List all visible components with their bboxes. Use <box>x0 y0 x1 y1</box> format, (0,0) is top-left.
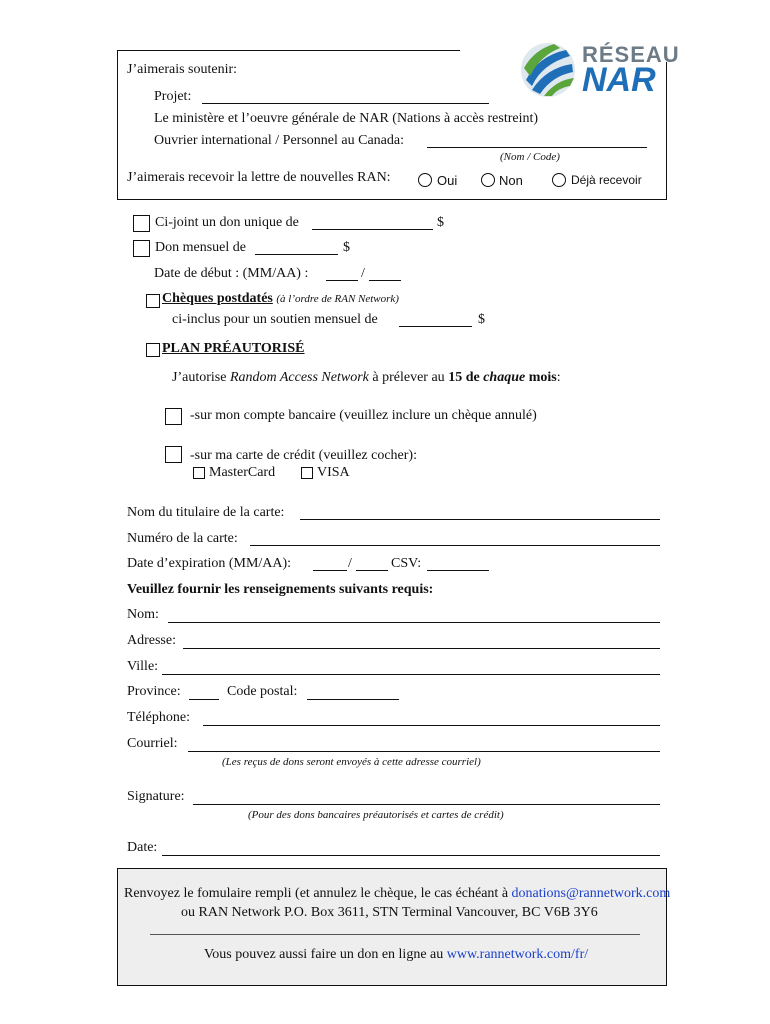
card-option-label: -sur ma carte de crédit (veuillez cocher): <box>190 448 417 463</box>
plan-checkbox[interactable] <box>146 343 160 357</box>
authorize-mid: à prélever au <box>368 370 449 385</box>
authorize-bold-italic: chaque <box>483 370 526 385</box>
start-month-input[interactable] <box>326 280 358 281</box>
logo-top-text: RÉSEAU <box>582 42 680 67</box>
required-title: Veuillez fournir les renseignements suivants requis: <box>127 582 434 597</box>
postdated-title <box>162 291 399 307</box>
start-year-input[interactable] <box>369 280 401 281</box>
single-gift-label: Ci-joint un don unique de <box>155 215 299 230</box>
postdated-note: (à l’ordre de RAN Network) <box>276 293 399 305</box>
support-label: J’aimerais soutenir: <box>127 62 238 77</box>
start-date-sep: / <box>361 266 365 281</box>
date-input[interactable] <box>162 855 660 856</box>
radio-deja[interactable] <box>552 173 566 187</box>
authorize-end: : <box>556 370 561 385</box>
footer-url-link[interactable]: www.rannetwork.com/fr/ <box>446 947 589 962</box>
radio-non-label: Non <box>499 173 523 188</box>
postdated-bold: Chèques postdatés <box>162 291 273 306</box>
province-input[interactable] <box>189 699 219 700</box>
project-label: Projet: <box>154 89 192 104</box>
radio-oui-label: Oui <box>437 173 458 188</box>
signature-note: (Pour des dons bancaires préautorisés et cartes de crédit) <box>248 809 504 821</box>
footer-email-link[interactable]: donations@rannetwork.com <box>511 886 671 901</box>
expiry-year-input[interactable] <box>356 570 388 571</box>
monthly-label: Don mensuel de <box>155 240 246 255</box>
project-input[interactable] <box>202 103 489 104</box>
csv-input[interactable] <box>427 570 489 571</box>
footer-line1-text: Renvoyez le fomulaire rempli (et annulez le chèque, le cas échéant à <box>124 886 512 901</box>
email-note: (Les reçus de dons seront envoyés à cette adresse courriel) <box>222 756 481 768</box>
address-input[interactable] <box>183 648 660 649</box>
card-checkbox[interactable] <box>165 446 182 463</box>
authorize-text <box>172 370 561 386</box>
radio-oui[interactable] <box>418 173 432 187</box>
mastercard-label: MasterCard <box>209 465 276 480</box>
bank-option-label: -sur mon compte bancaire (veuillez inclure un chèque annulé) <box>190 408 537 423</box>
address-label: Adresse: <box>127 633 176 648</box>
single-gift-checkbox[interactable] <box>133 215 150 232</box>
card-number-input[interactable] <box>250 545 660 546</box>
bank-checkbox[interactable] <box>165 408 182 425</box>
phone-label: Téléphone: <box>127 710 190 725</box>
name-label: Nom: <box>127 607 159 622</box>
monthly-amount[interactable] <box>255 254 338 255</box>
single-gift-currency: $ <box>437 215 444 230</box>
signature-label: Signature: <box>127 789 185 804</box>
footer-line3-text: Vous pouvez aussi faire un don en ligne au <box>204 947 447 962</box>
signature-input[interactable] <box>193 804 660 805</box>
footer-line2: ou RAN Network P.O. Box 3611, STN Terminal Vancouver, BC V6B 3Y6 <box>181 905 598 920</box>
mastercard-checkbox[interactable] <box>193 467 205 479</box>
authorize-bold-end: mois <box>525 370 557 385</box>
plan-title: PLAN PRÉAUTORISÉ <box>162 341 305 356</box>
authorize-italic: Random Access Network <box>229 370 369 385</box>
email-input[interactable] <box>188 751 660 752</box>
monthly-checkbox[interactable] <box>133 240 150 257</box>
monthly-currency: $ <box>343 240 350 255</box>
postdated-checkbox[interactable] <box>146 294 160 308</box>
visa-label: VISA <box>317 465 350 480</box>
city-label: Ville: <box>127 659 159 674</box>
authorize-bold: 15 de <box>448 370 484 385</box>
postal-input[interactable] <box>307 699 399 700</box>
card-number-label: Numéro de la carte: <box>127 531 238 546</box>
footer-line3 <box>204 947 588 963</box>
holder-input[interactable] <box>300 519 660 520</box>
date-label: Date: <box>127 840 158 855</box>
postdated-amount[interactable] <box>399 326 472 327</box>
holder-label: Nom du titulaire de la carte: <box>127 505 285 520</box>
city-input[interactable] <box>162 674 660 675</box>
phone-input[interactable] <box>203 725 660 726</box>
visa-checkbox[interactable] <box>301 467 313 479</box>
start-date-label: Date de début : (MM/AA) : <box>154 266 309 281</box>
postdated-currency: $ <box>478 312 485 327</box>
worker-input[interactable] <box>427 147 647 148</box>
logo-bottom-text: NAR <box>582 61 656 99</box>
worker-label: Ouvrier international / Personnel au Canada: <box>154 133 404 148</box>
single-gift-amount[interactable] <box>312 229 433 230</box>
authorize-pre: J’autorise <box>172 370 230 385</box>
footer-divider <box>150 934 640 935</box>
ministry-label: Le ministère et l’oeuvre générale de NAR (Nations à accès restreint) <box>154 111 539 126</box>
csv-label: CSV: <box>391 556 422 571</box>
expiry-month-input[interactable] <box>313 570 347 571</box>
name-code-hint: (Nom / Code) <box>500 151 560 163</box>
email-label: Courriel: <box>127 736 178 751</box>
radio-non[interactable] <box>481 173 495 187</box>
expiry-sep: / <box>348 556 352 571</box>
expiry-label: Date d’expiration (MM/AA): <box>127 556 292 571</box>
postal-label: Code postal: <box>227 684 298 699</box>
footer-line1 <box>124 886 670 902</box>
name-input[interactable] <box>168 622 660 623</box>
province-label: Province: <box>127 684 181 699</box>
postdated-line2: ci-inclus pour un soutien mensuel de <box>172 312 378 327</box>
radio-deja-label: Déjà recevoir <box>571 173 642 187</box>
newsletter-label: J’aimerais recevoir la lettre de nouvelles RAN: <box>127 170 391 185</box>
